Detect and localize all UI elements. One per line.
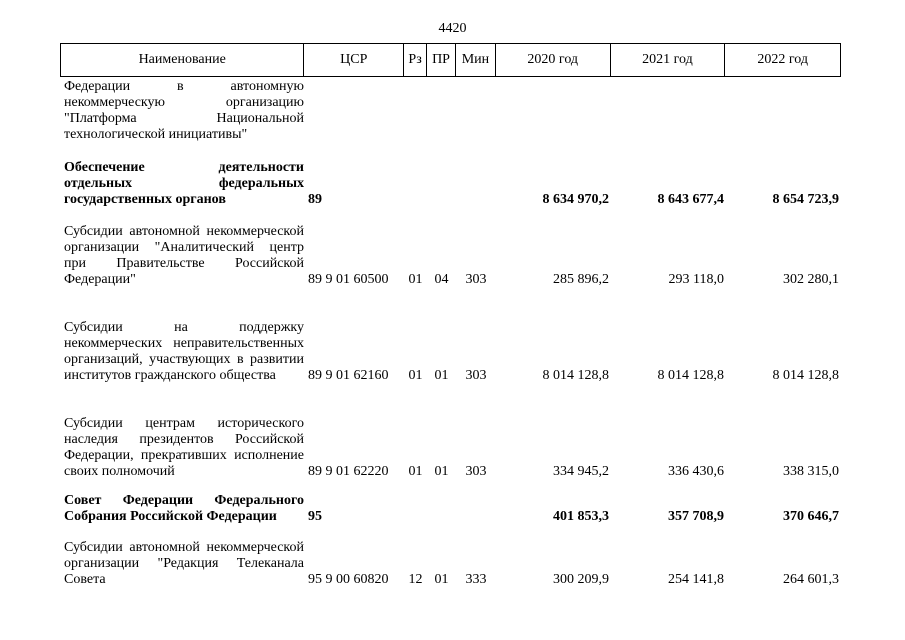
page-number: 4420 bbox=[438, 21, 467, 36]
header-min: Мин bbox=[456, 44, 496, 76]
row-2020: 8 014 128,8 bbox=[542, 368, 609, 383]
table-row bbox=[60, 540, 841, 588]
row-2021: 8 014 128,8 bbox=[657, 368, 724, 383]
row-pr: 01 bbox=[434, 464, 449, 479]
row-csr: 95 9 00 60820 bbox=[308, 572, 389, 587]
row-2021: 254 141,8 bbox=[668, 572, 724, 587]
row-2021: 293 118,0 bbox=[668, 272, 724, 287]
row-2020: 401 853,3 bbox=[553, 509, 609, 524]
row-min: 303 bbox=[465, 368, 487, 383]
row-2022: 8 654 723,9 bbox=[772, 192, 839, 207]
row-csr: 89 bbox=[308, 192, 322, 207]
row-name: Совет Федерации Федерального Собрания Российской Федерации bbox=[64, 493, 304, 524]
header-2020: 2020 год bbox=[496, 44, 611, 76]
row-csr: 89 9 01 60500 bbox=[308, 272, 389, 287]
row-2020: 334 945,2 bbox=[553, 464, 609, 479]
header-rz: Рз bbox=[404, 44, 427, 76]
row-pr: 04 bbox=[434, 272, 449, 287]
row-pr: 01 bbox=[434, 368, 449, 383]
row-csr: 95 bbox=[308, 509, 322, 524]
table-row bbox=[60, 320, 841, 384]
row-name: Федерации в автономную некоммерческую организацию "Платформа Национальной технологической инициативы" bbox=[64, 79, 304, 142]
row-2020: 8 634 970,2 bbox=[542, 192, 609, 207]
table-header bbox=[60, 43, 841, 77]
row-name: Субсидии центрам исторического наследия президентов Российской Федерации, прекративших исполнение своих полномочий bbox=[64, 416, 304, 479]
row-name: Субсидии автономной некоммерческой организации "Редакция Телеканала Совета bbox=[64, 540, 304, 587]
row-2021: 8 643 677,4 bbox=[657, 192, 724, 207]
row-2022: 8 014 128,8 bbox=[772, 368, 839, 383]
row-2022: 338 315,0 bbox=[783, 464, 839, 479]
table-row bbox=[60, 416, 841, 480]
row-rz: 01 bbox=[408, 272, 423, 287]
row-min: 303 bbox=[465, 272, 487, 287]
row-rz: 01 bbox=[408, 368, 423, 383]
row-name: Субсидии на поддержку некоммерческих неправительственных организаций, участвующих в развитии институтов гражданского общества bbox=[64, 320, 304, 383]
row-min: 303 bbox=[465, 464, 487, 479]
row-2020: 300 209,9 bbox=[553, 572, 609, 587]
row-name: Субсидии автономной некоммерческой организации "Аналитический центр при Правительстве Российской Федерации" bbox=[64, 224, 304, 287]
table-row bbox=[60, 160, 841, 208]
row-rz: 12 bbox=[408, 572, 423, 587]
row-name: Обеспечение деятельности отдельных федеральных государственных органов bbox=[64, 160, 304, 207]
row-csr: 89 9 01 62220 bbox=[308, 464, 389, 479]
row-2021: 336 430,6 bbox=[668, 464, 724, 479]
row-min: 333 bbox=[465, 572, 487, 587]
row-2022: 302 280,1 bbox=[783, 272, 839, 287]
row-rz: 01 bbox=[408, 464, 423, 479]
row-pr: 01 bbox=[434, 572, 449, 587]
header-2022: 2022 год bbox=[757, 52, 808, 67]
row-2020: 285 896,2 bbox=[553, 272, 609, 287]
table-row bbox=[60, 79, 841, 143]
row-csr: 89 9 01 62160 bbox=[308, 368, 389, 383]
row-2022: 264 601,3 bbox=[783, 572, 839, 587]
header-2021: 2021 год bbox=[611, 44, 726, 76]
header-name: Наименование bbox=[61, 44, 304, 76]
table-row bbox=[60, 493, 841, 525]
row-2021: 357 708,9 bbox=[668, 509, 724, 524]
header-csr: ЦСР bbox=[304, 44, 404, 76]
header-pr: ПР bbox=[427, 44, 456, 76]
table-row bbox=[60, 224, 841, 288]
row-2022: 370 646,7 bbox=[783, 509, 839, 524]
